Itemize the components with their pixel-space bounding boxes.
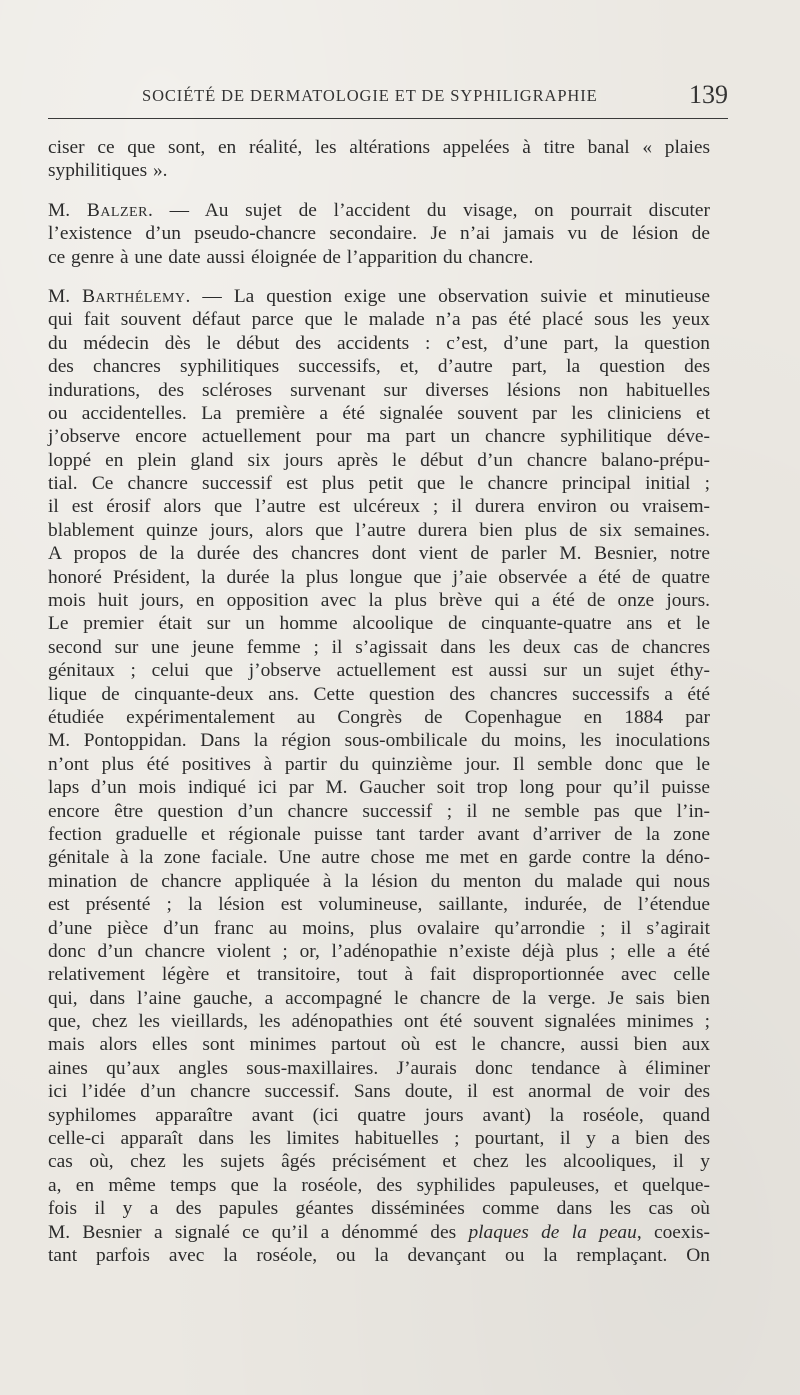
text-line: j’observe encore actuellement pour ma part un chancre syphilitique déve- bbox=[48, 426, 710, 448]
speaker-name: Barthélemy bbox=[82, 285, 186, 307]
text-line: étudiée expérimentalement au Congrès de Copenhague en 1884 par bbox=[48, 706, 710, 728]
text-line: ici l’idée d’un chancre successif. Sans doute, il est anormal de voir des bbox=[48, 1081, 710, 1103]
text-line: Le premier était sur un homme alcoolique de cinquante-quatre ans et le bbox=[48, 613, 710, 635]
text-line: d’une pièce d’un franc au moins, plus ovalaire qu’arrondie ; il s’agirait bbox=[48, 917, 710, 939]
text-line: ciser ce que sont, en réalité, les altérations appelées à titre banal « plaies bbox=[48, 137, 710, 158]
text-line: relativement légère et transitoire, tout à fait disproportionnée avec celle bbox=[48, 964, 710, 986]
text-line: l’existence d’un pseudo-chancre secondaire. Je n’ai jamais vu de lésion de bbox=[48, 223, 710, 245]
text-line: A propos de la durée des chancres dont vient de parler M. Besnier, notre bbox=[48, 543, 710, 565]
text-line bbox=[48, 1221, 710, 1244]
text-line: fois il y a des papules géantes disséminées comme dans les cas où bbox=[48, 1198, 710, 1220]
paragraph-balzer bbox=[48, 199, 710, 269]
text-line bbox=[48, 285, 710, 308]
speaker-name: Balzer bbox=[86, 199, 148, 221]
text-line: mois huit jours, en opposition avec la plus brève qui a été de onze jours. bbox=[48, 590, 710, 612]
text-body bbox=[48, 136, 710, 1267]
text-line: ce genre à une date aussi éloignée de l’apparition du chancre. bbox=[48, 246, 534, 268]
text-line: qui, dans l’aine gauche, a accompagné le chancre de la verge. Je sais bien bbox=[48, 987, 710, 1009]
text-line: ou accidentelles. La première a été signalée souvent par les cliniciens et bbox=[48, 402, 710, 424]
text-line: donc d’un chancre violent ; or, l’adénopathie n’existe déjà plus ; elle a été bbox=[48, 940, 710, 962]
text-line: qui fait souvent défaut parce que le malade n’a pas été placé sous les yeux bbox=[48, 309, 710, 331]
text-line bbox=[48, 199, 710, 222]
running-head bbox=[48, 82, 728, 112]
text-line: honoré Président, la durée la plus longue que j’aie observée a été de quatre bbox=[48, 566, 710, 588]
paragraph-gap bbox=[48, 183, 710, 199]
text-line: est présenté ; la lésion est volumineuse, saillante, indurée, de l’étendue bbox=[48, 894, 710, 916]
text-line: syphilitiques ». bbox=[48, 160, 168, 182]
text-run: — La question exige une observation suivie et minutieuse bbox=[190, 285, 711, 307]
text-line: syphilomes apparaître avant (ici quatre jours avant) la roséole, quand bbox=[48, 1104, 710, 1126]
text-run: M. Besnier a signalé ce qu’il a dénommé des bbox=[48, 1221, 469, 1243]
text-line: a, en même temps que la roséole, des syphilides papuleuses, et quelque- bbox=[48, 1174, 710, 1196]
text-line: indurations, des scléroses survenant sur diverses lésions non habituelles bbox=[48, 379, 710, 401]
text-line: aines qu’aux angles sous-maxillaires. J’aurais donc tendance à éliminer bbox=[48, 1057, 710, 1079]
italic-term: plaques de la peau bbox=[468, 1221, 637, 1243]
text-line: second sur une jeune femme ; il s’agissait dans les deux cas de chancres bbox=[48, 636, 710, 658]
text-line: cas où, chez les sujets âgés précisément et chez les alcooliques, il y bbox=[48, 1151, 710, 1173]
text-line: laps d’un mois indiqué ici par M. Gaucher soit trop long pour qu’il puisse bbox=[48, 777, 710, 799]
text-line: celle-ci apparaît dans les limites habituelles ; pourtant, il y a bien des bbox=[48, 1128, 710, 1150]
text-line: mais alors elles sont minimes partout où est le chancre, aussi bien aux bbox=[48, 1034, 710, 1056]
speaker-prefix: M. bbox=[48, 199, 87, 221]
text-line: blablement quinze jours, alors que l’autre durera bien plus de six semaines. bbox=[48, 519, 710, 541]
text-run: — Au sujet de l’accident du visage, on pourrait discuter bbox=[152, 199, 710, 221]
text-line: génitaux ; celui que j’observe actuellement est aussi sur un sujet éthy- bbox=[48, 660, 710, 682]
text-line: M. Pontoppidan. Dans la région sous-ombilicale du moins, les inoculations bbox=[48, 730, 710, 752]
text-line: que, chez les vieillards, les adénopathies ont été souvent signalées minimes ; bbox=[48, 1011, 710, 1033]
text-line: fection graduelle et régionale puisse tant tarder avant d’arriver de la zone bbox=[48, 823, 710, 845]
text-line: loppé en plein gland six jours après le début d’un chancre balano-prépu- bbox=[48, 449, 710, 471]
text-line: tant parfois avec la roséole, ou la devançant ou la remplaçant. On bbox=[48, 1244, 710, 1266]
page-number: 139 bbox=[689, 80, 728, 109]
text-line: génitale à la zone faciale. Une autre chose me met en garde contre la déno- bbox=[48, 847, 710, 869]
speaker-suffix: . bbox=[147, 199, 153, 221]
text-line: il est érosif alors que l’autre est ulcéreux ; il durera environ ou vraisem- bbox=[48, 496, 710, 518]
header-rule bbox=[48, 118, 728, 119]
text-line: mination de chancre appliquée à la lésion du menton du malade qui nous bbox=[48, 870, 710, 892]
text-line: des chancres syphilitiques successifs, et, d’autre part, la question des bbox=[48, 356, 710, 378]
text-run: , coexis- bbox=[636, 1221, 710, 1243]
speaker-prefix: M. bbox=[48, 285, 83, 307]
text-line: du médecin dès le début des accidents : c’est, d’une part, la question bbox=[48, 332, 710, 354]
paragraph-lines bbox=[48, 308, 710, 1220]
paragraph-barthelemy bbox=[48, 285, 710, 1267]
speaker-suffix: . bbox=[185, 285, 191, 307]
text-line: lique de cinquante-deux ans. Cette question des chancres successifs a été bbox=[48, 683, 710, 705]
running-title: SOCIÉTÉ DE DERMATOLOGIE ET DE SYPHILIGRAPHIE bbox=[142, 86, 598, 105]
text-line: tial. Ce chancre successif est plus petit que le chancre principal initial ; bbox=[48, 473, 710, 495]
text-line: encore être question d’un chancre successif ; il ne semble pas que l’in- bbox=[48, 800, 710, 822]
paragraph-continuation bbox=[48, 136, 710, 183]
text-line: n’ont plus été positives à partir du quinzième jour. Il semble donc que le bbox=[48, 753, 710, 775]
paragraph-gap bbox=[48, 269, 710, 285]
